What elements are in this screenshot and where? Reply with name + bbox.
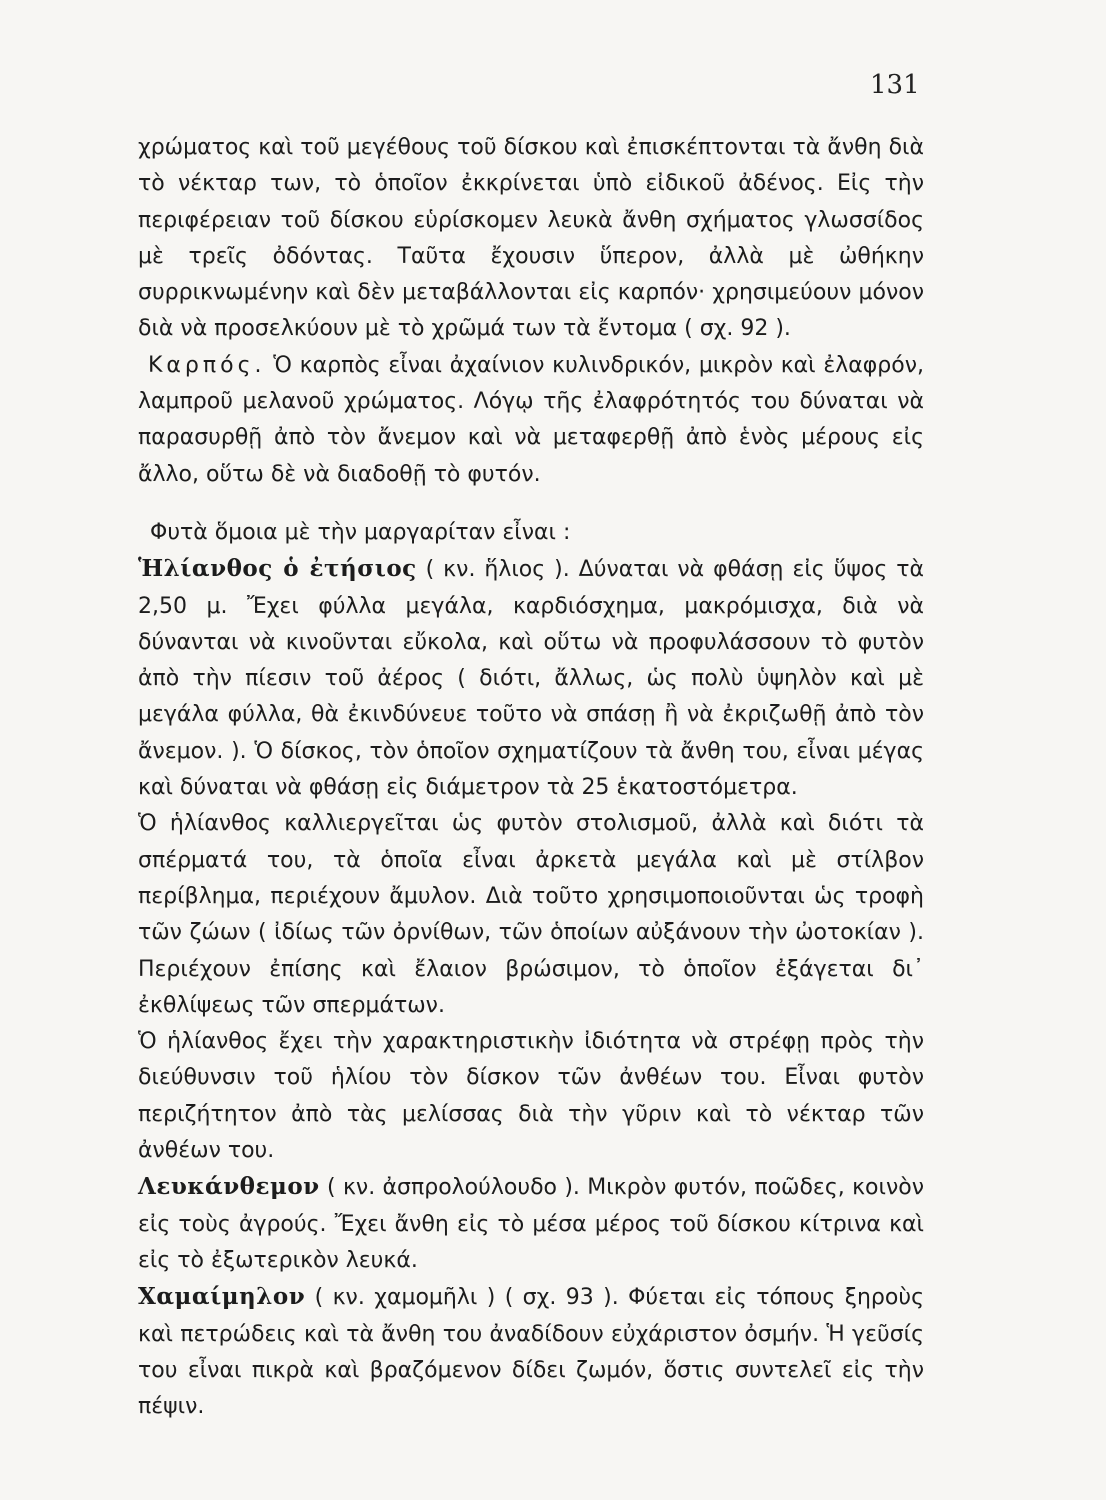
paragraph-text: Ὁ καρπὸς εἶναι ἀχαίνιον κυλινδρικόν, μικρὸν καὶ ἐλαφρόν, λαμπροῦ μελανοῦ χρώματος. Λόγῳ τῆς ἐλαφρότητός του δύναται νὰ παρασυρθῇ ἀπὸ τὸν ἄνεμον καὶ νὰ μεταφερθῇ ἀπὸ ἑνὸς μέρους εἰς ἄλλο, οὕτω δὲ νὰ διαδοθῇ τὸ φυτόν. <box>138 352 924 487</box>
paragraph-sunflower <box>138 551 924 806</box>
paragraph-sunflower-tropism <box>138 1024 924 1169</box>
paragraph-sunflower-cultivation <box>138 806 924 1024</box>
paragraph-gap <box>138 493 924 515</box>
paragraph-text: ( κν. ἀσπρολούλουδο ). Μικρὸν φυτόν, ποῶδες, κοινὸν εἰς τοὺς ἀγρούς. Ἔχει ἄνθη εἰς τὸ μέσα μέρος τοῦ δίσκου κίτρινα καὶ εἰς τὸ ἐξωτερικὸν λευκά. <box>138 1175 924 1273</box>
term-sunflower: Ἡλίανθος ὁ ἐτήσιος <box>138 555 417 583</box>
subheading-fruit: Καρπός. <box>148 352 266 378</box>
paragraph-text: Ὁ ἡλίανθος ἔχει τὴν χαρακτηριστικὴν ἰδιότητα νὰ στρέφῃ πρὸς τὴν διεύθυνσιν τοῦ ἡλίου τὸν δίσκον τῶν ἀνθέων του. Εἶναι φυτὸν περιζήτητον ἀπὸ τὰς μελίσσας διὰ τὴν γῦριν καὶ τὸ νέκταρ τῶν ἀνθέων του. <box>138 1029 924 1164</box>
paragraph-text: χρώματος καὶ τοῦ μεγέθους τοῦ δίσκου καὶ ἐπισκέπτονται τὰ ἄνθη διὰ τὸ νέκταρ των, τὸ ὁποῖον ἐκκρίνεται ὑπὸ εἰδικοῦ ἀδένος. Εἰς τὴν περιφέρειαν τοῦ δίσκου εὑρίσκομεν λευκὰ ἄνθη σχήματος γλωσσίδος μὲ τρεῖς ὀδόντας. Ταῦτα ἔχουσιν ὕπερον, ἀλλὰ μὲ ὠθήκην συρρικνωμένην καὶ δὲν μεταβάλλονται εἰς καρπόν· χρησιμεύουν μόνον διὰ νὰ προσελκύουν μὲ τὸ χρῶμά των τὰ ἔντομα ( σχ. 92 ). <box>138 135 924 342</box>
paragraph-leucanthemum <box>138 1169 924 1279</box>
paragraph-text: ( κν. ἥλιος ). Δύναται νὰ φθάσῃ εἰς ὕψος τὰ 2,50 μ. Ἔχει φύλλα μεγάλα, καρδιόσχημα, μακρόμισχα, διὰ νὰ δύνανται νὰ κινοῦνται εὔκολα, καὶ οὕτω νὰ προφυλάσσουν τὸ φυτὸν ἀπὸ τὴν πίεσιν τοῦ ἀέρος ( διότι, ἄλλως, ὡς πολὺ ὑψηλὸν καὶ μὲ μεγάλα φύλλα, θὰ ἐκινδύνευε τοῦτο νὰ σπάσῃ ἢ νὰ ἐκριζωθῇ ἀπὸ τὸν ἄνεμον. ). Ὁ δίσκος, τὸν ὁποῖον σχηματίζουν τὰ ἄνθη του, εἶναι μέγας καὶ δύναται νὰ φθάσῃ εἰς διάμετρον τὰ 25 ἑκατοστόμετρα. <box>138 557 924 801</box>
paragraph-fruit <box>138 348 924 493</box>
paragraph-text: ( κν. χαμομῆλι ) ( σχ. 93 ). Φύεται εἰς τόπους ξηροὺς καὶ πετρώδεις καὶ τὰ ἄνθη του ἀναδίδουν εὐχάριστον ὀσμήν. Ἡ γεῦσίς του εἶναι πικρὰ καὶ βραζόμενον δίδει ζωμόν, ὅστις συντελεῖ εἰς τὴν πέψιν. <box>138 1285 924 1420</box>
page-number: 131 <box>870 70 920 100</box>
term-chamomile: Χαμαίμηλον <box>138 1283 306 1311</box>
body-text <box>138 130 924 1425</box>
paragraph-chamomile <box>138 1279 924 1425</box>
term-leucanthemum: Λευκάνθεμον <box>138 1173 320 1201</box>
paragraph-similar-plants <box>138 515 924 551</box>
paragraph-text: Ὁ ἡλίανθος καλλιεργεῖται ὡς φυτὸν στολισμοῦ, ἀλλὰ καὶ διότι τὰ σπέρματά του, τὰ ὁποῖα εἶναι ἀρκετὰ μεγάλα καὶ μὲ στίλβον περίβλημα, περιέχουν ἄμυλον. Διὰ τοῦτο χρησιμοποιοῦνται ὡς τροφὴ τῶν ζώων ( ἰδίως τῶν ὀρνίθων, τῶν ὁποίων αὐξάνουν τὴν ὠοτοκίαν ). Περιέχουν ἐπίσης καὶ ἔλαιον βρώσιμον, τὸ ὁποῖον ἐξάγεται δι᾽ ἐκθλίψεως τῶν σπερμάτων. <box>138 811 924 1018</box>
paragraph-flower-color <box>138 130 924 348</box>
paragraph-text: Φυτὰ ὅμοια μὲ τὴν μαργαρίταν εἶναι : <box>150 519 571 545</box>
